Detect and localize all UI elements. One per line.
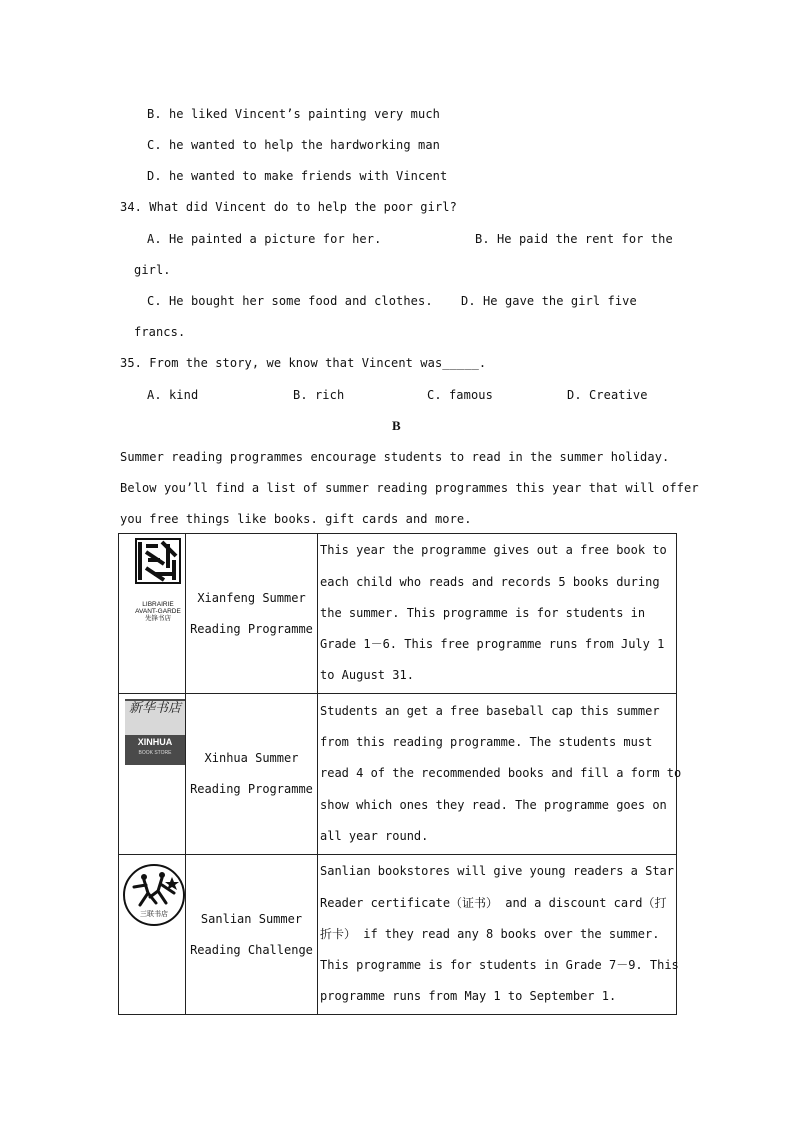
q35-option-c: C. famous [427,388,493,402]
programme-name-line1: Xinhua Summer [204,751,299,765]
programme-name-cell [186,855,318,1015]
xinhua-bookstore-logo-icon [125,699,185,765]
programme-name-line2: Reading Programme [190,621,313,636]
q34-option-a: A. He painted a picture for her. [147,232,382,246]
programme-name-cell [186,694,318,855]
desc-line: Sanlian bookstores will give young readers a Star [320,864,675,879]
desc-line: show which ones they read. The programme goes on [320,797,667,812]
q34-option-d-cont: francs. [134,325,186,339]
desc-line: This year the programme gives out a free book to [320,543,667,558]
section-b-intro-1: Summer reading programmes encourage students to read in the summer holiday. [120,450,670,464]
desc-line: This programme is for students in Grade 7－9. This [320,958,679,973]
programme-name-line2: Reading Programme [190,782,313,796]
desc-line: all year round. [320,828,429,843]
logo-text-xinhua-cn: 新华书店 [125,701,185,735]
q35-option-d: D. Creative [567,388,648,402]
programme-row-sanlian [119,855,677,1015]
logo-cell [119,694,186,855]
programmes-table [118,533,682,1015]
logo-text-sanlian-cn: 三联书店 [140,910,168,918]
programme-desc-cell [318,534,677,694]
sanlian-bookstore-logo-icon [122,863,186,931]
logo-text-librairie: LIBRAIRIE [142,601,174,608]
desc-line: Students an get a free baseball cap this summer [320,703,660,718]
desc-line: from this reading programme. The students must [320,735,653,750]
desc-line: Grade 1－6. This free programme runs from July 1 [320,637,665,652]
q34-option-d: D. He gave the girl five [461,294,637,308]
logo-cell [119,855,186,1015]
programme-name-cell [186,534,318,694]
q33-option-c: C. he wanted to help the hardworking man [147,138,440,152]
logo-text-xianfeng-cn: 先锋书店 [145,615,171,622]
programme-name-line1: Xianfeng Summer [197,590,306,605]
desc-line: to August 31. [320,668,414,683]
logo-text-bookstore: BOOK STORE [138,750,172,756]
q33-option-d: D. he wanted to make friends with Vincent [147,169,448,183]
programme-desc-cell [318,855,677,1015]
desc-line: 折卡） if they read any 8 books over the summer. [320,926,660,941]
desc-line: programme runs from May 1 to September 1. [320,989,617,1004]
programme-desc-cell [318,694,682,855]
desc-line: each child who reads and records 5 books during [320,574,660,589]
programme-name-line2: Reading Challenge [190,942,313,957]
q34-question: 34. What did Vincent do to help the poor girl? [120,200,457,214]
q34-option-b-cont: girl. [134,263,171,277]
desc-line: Reader certificate（证书） and a discount card（打 [320,895,667,910]
programme-name-line1: Sanlian Summer [200,911,303,926]
q35-option-a: A. kind [147,388,199,402]
q35-option-b: B. rich [293,388,345,402]
logo-cell [119,534,186,694]
section-b-intro-3: you free things like books. gift cards and more. [120,512,472,526]
programme-row-xianfeng [119,534,677,694]
librairie-avant-garde-logo-icon [134,538,182,622]
q33-option-b: B. he liked Vincent’s painting very much [147,107,440,121]
programme-row-xinhua [119,694,677,855]
logo-text-avant-garde: AVANT-GARDE [135,608,181,615]
logo-text-xinhua: XINHUA [137,737,173,747]
section-b-heading: B [392,418,401,433]
q35-question: 35. From the story, we know that Vincent was_____. [120,356,487,370]
desc-line: the summer. This programme is for students in [320,605,646,620]
q34-option-b: B. He paid the rent for the [475,232,673,246]
section-b-intro-2: Below you’ll find a list of summer reading programmes this year that will offer [120,481,699,495]
desc-line: read 4 of the recommended books and fill a form to [320,766,682,781]
q34-option-c: C. He bought her some food and clothes. [147,294,433,308]
